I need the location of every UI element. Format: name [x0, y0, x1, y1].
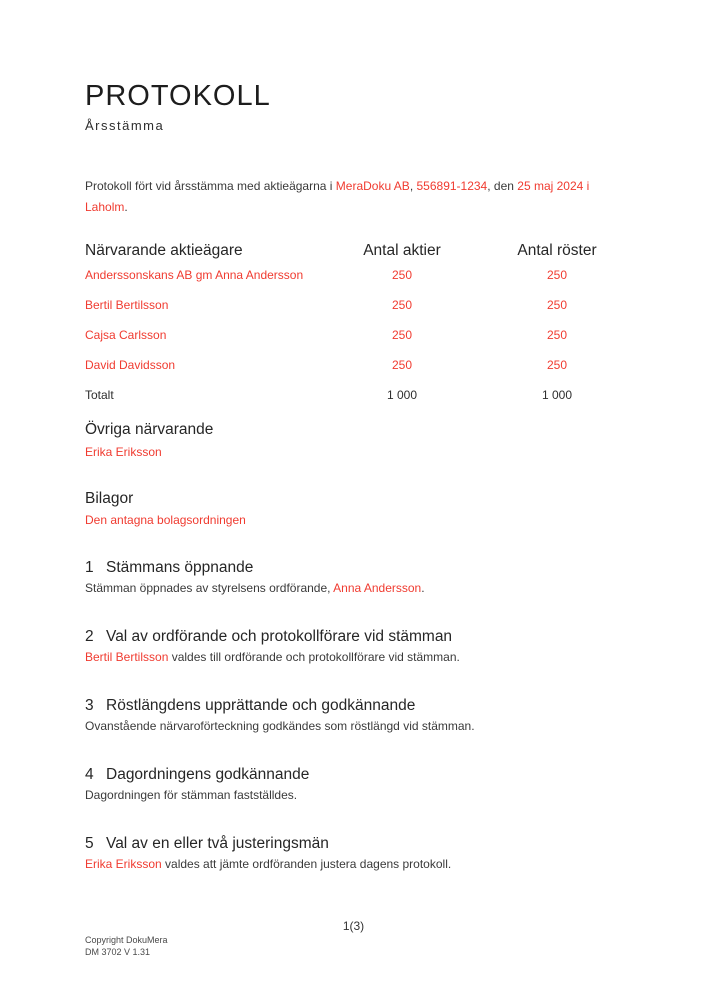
shares-value: 250 [391, 268, 413, 282]
shareholder-name: Bertil Bertilsson [85, 298, 169, 312]
section-1-opening [85, 559, 620, 595]
table-row [85, 268, 632, 282]
copyright-block [85, 935, 168, 958]
section-3-voting-list [85, 697, 620, 733]
column-header-votes: Antal röster [517, 242, 597, 259]
section-body [85, 581, 620, 595]
text-run: , [409, 179, 417, 193]
field-value: 25 maj 2024 i [517, 179, 590, 193]
document-version: DM 3702 V 1.31 [85, 946, 151, 957]
text-run: , den [487, 179, 518, 193]
shareholder-name: Cajsa Carlsson [85, 328, 167, 342]
section-number: 1 [85, 559, 94, 576]
shares-value: 250 [391, 358, 413, 372]
others-present-name: Erika Eriksson [85, 445, 162, 459]
section-title: Röstlängdens upprättande och godkännande [106, 697, 416, 714]
section-2-chairman-election [85, 628, 620, 664]
intro-paragraph [85, 176, 625, 218]
table-row [85, 358, 632, 372]
section-number: 5 [85, 835, 94, 852]
section-body [85, 650, 620, 664]
section-heading [85, 697, 620, 715]
field-value: Erika Eriksson [85, 857, 162, 871]
page-number: 1(3) [342, 919, 365, 933]
section-heading [85, 559, 620, 577]
section-body [85, 788, 620, 802]
text-run: Stämman öppnades av styrelsens ordförande, [85, 581, 334, 595]
document-title: PROTOKOLL [85, 80, 271, 112]
attachments-heading: Bilagor [85, 490, 134, 507]
section-5-adjusters-election [85, 835, 620, 871]
field-value: MeraDoku AB [335, 179, 410, 193]
field-value: Laholm [85, 200, 125, 214]
shareholder-name: David Davidsson [85, 358, 176, 372]
section-body [85, 857, 620, 871]
section-body [85, 719, 620, 733]
table-header-row [85, 242, 632, 260]
section-number: 2 [85, 628, 94, 645]
total-label: Totalt [85, 388, 114, 402]
document-subtitle: Årsstämma [85, 118, 165, 133]
text-run: valdes till ordförande och protokollförare vid stämman. [168, 650, 460, 664]
text-run: . [421, 581, 425, 595]
text-run: Dagordningen för stämman fastställdes. [85, 788, 298, 802]
others-present-heading: Övriga närvarande [85, 421, 214, 438]
total-shares-value: 1 000 [386, 388, 418, 402]
table-row [85, 298, 632, 312]
section-title: Val av en eller två justeringsmän [106, 835, 329, 852]
table-total-row [85, 388, 632, 402]
attachment-item: Den antagna bolagsordningen [85, 513, 246, 527]
votes-value: 250 [546, 298, 568, 312]
votes-value: 250 [546, 268, 568, 282]
section-title: Dagordningens godkännande [106, 766, 310, 783]
field-value: 556891-1234 [416, 179, 488, 193]
section-heading [85, 628, 620, 646]
shares-value: 250 [391, 298, 413, 312]
section-title: Stämmans öppnande [106, 559, 254, 576]
total-votes-value: 1 000 [541, 388, 573, 402]
section-heading [85, 766, 620, 784]
text-run: . [124, 200, 128, 214]
copyright-line: Copyright DokuMera [85, 935, 168, 945]
section-heading [85, 835, 620, 853]
shares-value: 250 [391, 328, 413, 342]
shareholder-name: Anderssonskans AB gm Anna Andersson [85, 268, 304, 282]
text-run: Ovanstående närvaroförteckning godkändes som röstlängd vid stämman. [85, 719, 475, 733]
text-run: valdes att jämte ordföranden justera dagens protokoll. [161, 857, 452, 871]
section-number: 3 [85, 697, 94, 714]
section-number: 4 [85, 766, 94, 783]
field-value: Anna Andersson [333, 581, 422, 595]
section-title: Val av ordförande och protokollförare vid stämman [106, 628, 453, 645]
field-value: Bertil Bertilsson [85, 650, 169, 664]
table-row [85, 328, 632, 342]
text-run: Protokoll fört vid årsstämma med aktieägarna i [85, 179, 336, 193]
votes-value: 250 [546, 328, 568, 342]
votes-value: 250 [546, 358, 568, 372]
attendance-table [85, 242, 632, 402]
section-4-agenda-approval [85, 766, 620, 802]
column-header-shares: Antal aktier [363, 242, 441, 259]
column-header-shareholders: Närvarande aktieägare [85, 242, 243, 259]
